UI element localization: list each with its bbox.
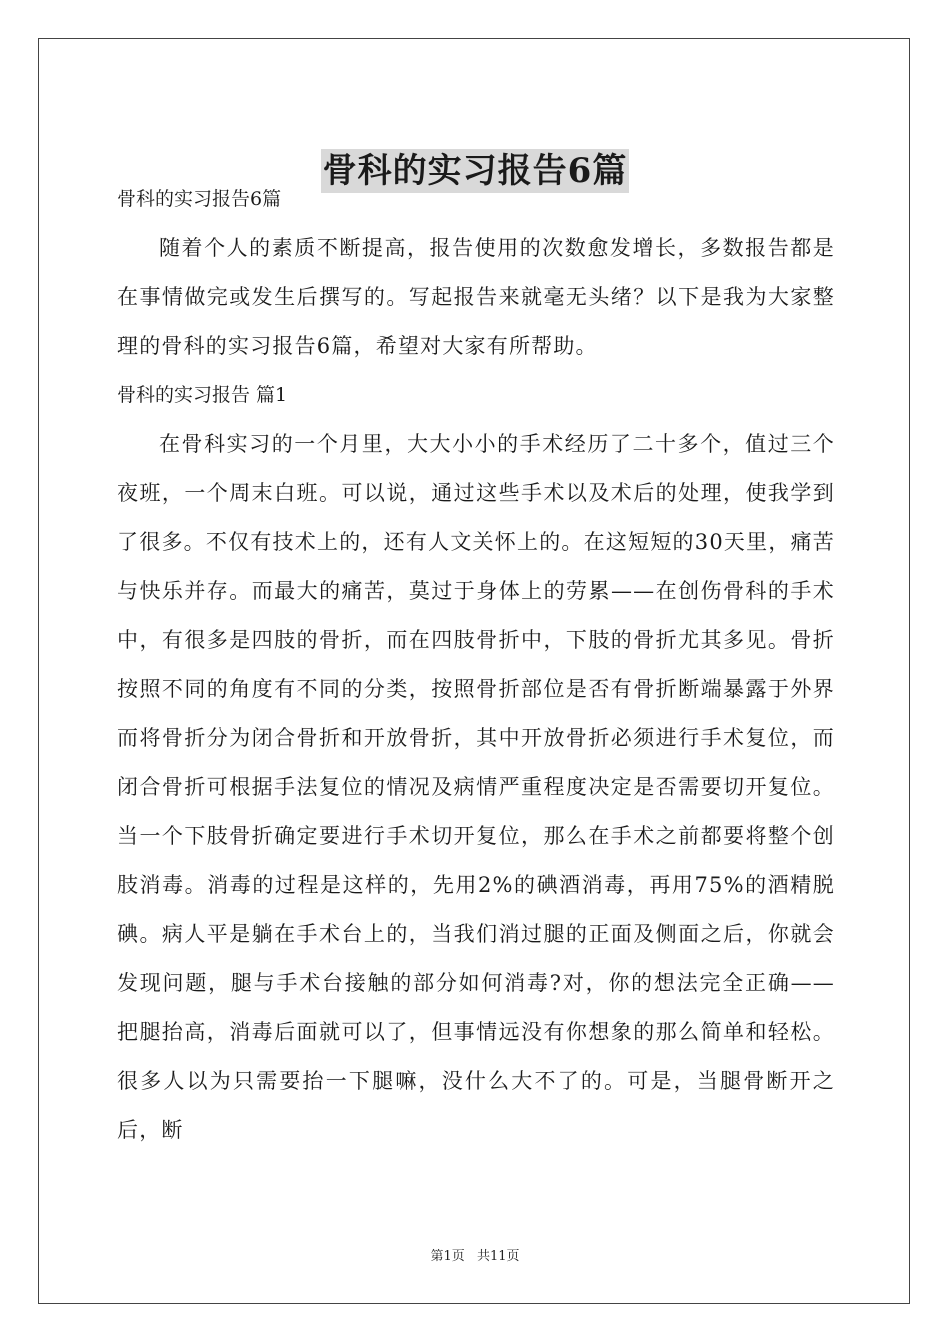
body-paragraph: 在骨科实习的一个月里，大大小小的手术经历了二十多个，值过三个夜班，一个周末白班。可以说，通过这些手术以及术后的处理，使我学到了很多。不仅有技术上的，还有人文关怀上的。在这短短的30天里，痛苦与快乐并存。而最大的痛苦，莫过于身体上的劳累——在创伤骨科的手术中，有很多是四肢的骨折，而在四肢骨折中，下肢的骨折尤其多见。骨折按照不同的角度有不同的分类，按照骨折部位是否有骨折断端暴露于外界而将骨折分为闭合骨折和开放骨折，其中开放骨折必须进行手术复位，而闭合骨折可根据手法复位的情况及病情严重程度决定是否需要切开复位。当一个下肢骨折确定要进行手术切开复位，那么在手术之前都要将整个创肢消毒。消毒的过程是这样的，先用2%的碘酒消毒，再用75%的酒精脱碘。病人平是躺在手术台上的，当我们消过腿的正面及侧面之后，你就会发现问题，腿与手术台接触的部分如何消毒?对，你的想法完全正确——把腿抬高，消毒后面就可以了，但事情远没有你想象的那么简单和轻松。很多人以为只需要抬一下腿嘛，没什么大不了的。可是，当腿骨断开之后，断 (117, 432, 835, 1142)
document-title: 骨科的实习报告6篇 (322, 150, 628, 191)
page-footer (0, 1245, 950, 1264)
page-total: 共11页 (476, 1249, 520, 1264)
document-body (117, 175, 835, 1155)
section-heading: 骨科的实习报告 篇1 (117, 384, 288, 406)
document-subtitle: 骨科的实习报告6篇 (117, 188, 282, 210)
page-number: 第1页 (430, 1249, 465, 1264)
intro-paragraph: 随着个人的素质不断提高，报告使用的次数愈发增长，多数报告都是在事情做完或发生后撰写的。写起报告来就毫无头绪？以下是我为大家整理的骨科的实习报告6篇，希望对大家有所帮助。 (117, 236, 835, 358)
